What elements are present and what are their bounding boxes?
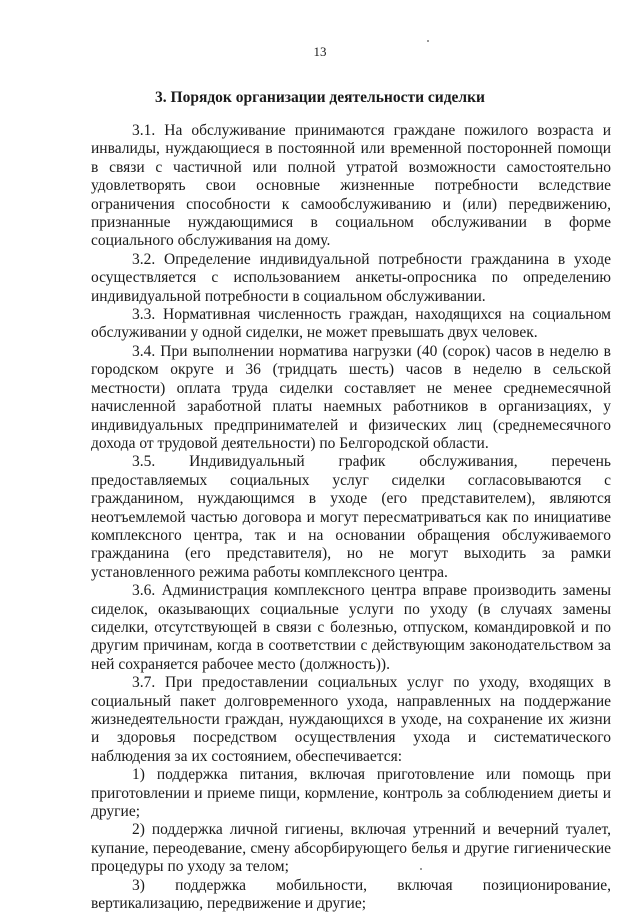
paragraph-3-1: 3.1. На обслуживание принимаются граждане пожилого возраста и инвалиды, нуждающиеся в постоянной или временной посторонней помощи в связи с частичной или полной утратой возможности самостоятельно удовлетворять свои основные жизненные потребности вследствие ограничения способности к самообслуживанию и (или) передвижению, признанные нуждающимися в социальном обслуживании в форме социального обслуживания на дому. xyxy=(91,122,611,250)
paragraph-3-7: 3.7. При предоставлении социальных услуг по уходу, входящих в социальный пакет долговременного ухода, направленных на поддержание жизнедеятельности граждан, нуждающихся в уходе, на сохранение их жизни и здоровья посредством осуществления ухода и систематического наблюдения за их состоянием, обеспечивается: xyxy=(91,674,611,765)
page-number: 13 xyxy=(313,44,327,59)
paragraph-3-2: 3.2. Определение индивидуальной потребности гражданина в уходе осуществляется с использованием анкеты-опросника по определению индивидуальной потребности в социальном обслуживании. xyxy=(91,250,611,305)
scan-speck xyxy=(420,868,422,870)
section-heading: 3. Порядок организации деятельности сиделки xyxy=(155,89,485,106)
paragraph-3-6: 3.6. Администрация комплексного центра вправе производить замены сиделок, оказывающих социальные услуги по уходу (в случаях замены сиделки, отсутствующей в связи с болезнью, отпуском, командировкой и по другим причинам, когда в соответствии с действующим законодательством за ней сохраняется рабочее место (должность)). xyxy=(91,582,611,673)
list-item-1: 1) поддержка питания, включая приготовление или помощь при приготовлении и приеме пищи, кормление, контроль за соблюдением диеты и другие; xyxy=(91,766,611,821)
list-item-2: 2) поддержка личной гигиены, включая утренний и вечерний туалет, купание, переодевание, смену абсорбирующего белья и другие гигиенические процедуры по уходу за телом; xyxy=(91,821,611,876)
scan-speck xyxy=(427,40,429,42)
paragraph-3-4: 3.4. При выполнении норматива нагрузки (40 (сорок) часов в неделю в городском округе и 36 (тридцать шесть) часов в неделю в сельской местности) оплата труда сиделки составляет не менее среднемесячной начисленной заработной платы наемных работников в организациях, у индивидуальных предпринимателей и физических лиц (среднемесячного дохода от трудовой деятельности) по Белгородской области. xyxy=(91,342,611,452)
list-item-3: 3) поддержка мобильности, включая позиционирование, вертикализацию, передвижение и другие; xyxy=(91,876,611,913)
paragraph-3-5: 3.5. Индивидуальный график обслуживания, перечень предоставляемых социальных услуг сиделки согласовываются с гражданином, нуждающимся в уходе (его представителем), являются неотъемлемой частью договора и могут пересматриваться как по инициативе комплексного центра, так и на основании обращения обслуживаемого гражданина (его представителя), но не могут выходить за рамки установленного режима работы комплексного центра. xyxy=(91,453,611,581)
paragraph-3-3: 3.3. Нормативная численность граждан, находящихся на социальном обслуживании у одной сиделки, не может превышать двух человек. xyxy=(91,306,611,342)
document-body xyxy=(91,122,611,913)
